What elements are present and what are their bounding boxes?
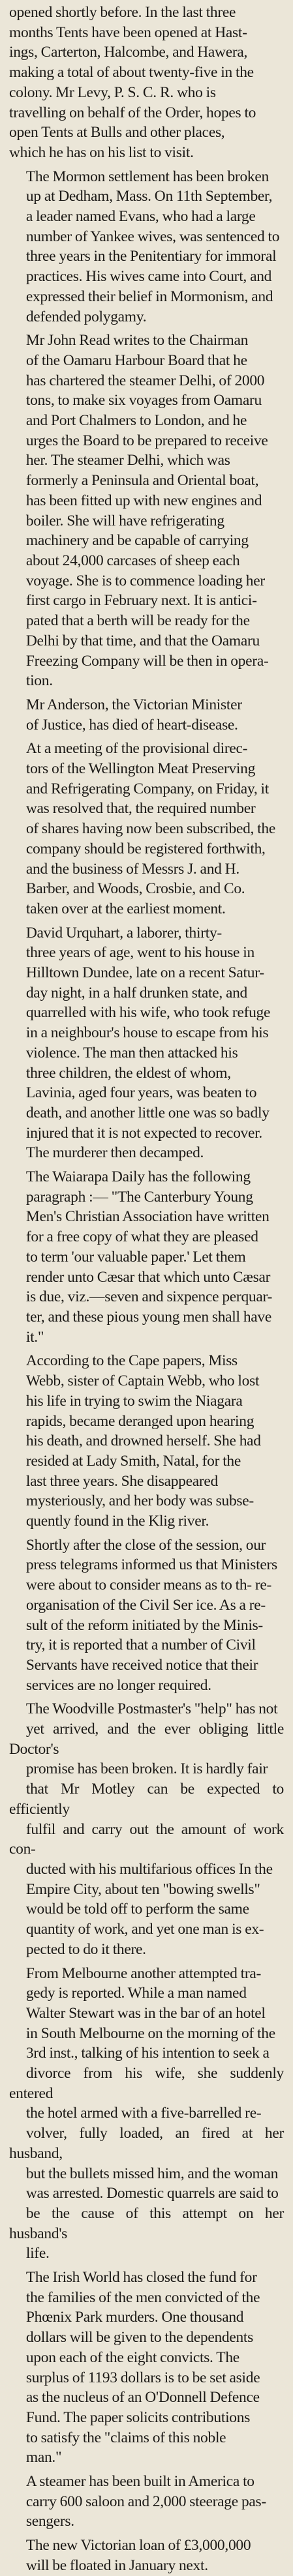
text-line: boiler. She will have refrigerating	[25, 512, 224, 529]
news-paragraph-p14	[9, 2536, 284, 2575]
text-line: injured that it is not expected to recover.	[25, 1124, 262, 1142]
text-line: to term 'our valuable paper.' Let them	[25, 1248, 246, 1266]
text-line: company should be registered forthwith,	[25, 840, 266, 857]
text-line: violence. The man then attacked his	[25, 1044, 238, 1061]
text-line: divorce from his wife, she suddenly entered	[9, 2065, 284, 2102]
text-line: tors of the Wellington Meat Preserving	[25, 760, 256, 778]
text-line: tons, to make six voyages from Oamaru	[25, 392, 262, 409]
text-line: rapids, became deranged upon hearing	[25, 1412, 254, 1430]
news-paragraph-p9	[9, 1535, 284, 1696]
text-line: Phœnix Park murders. One thousand	[25, 2309, 244, 2326]
text-line: about 24,000 carcases of sheep each	[25, 552, 240, 569]
text-line: sult of the reform initiated by the Minis-	[25, 1616, 263, 1634]
text-line: up at Dedham, Mass. On 11th September,	[25, 188, 273, 205]
text-line: At a meeting of the provisional direc-	[25, 740, 248, 758]
news-paragraph-p4	[9, 695, 284, 735]
text-line: The Irish World has closed the fund for	[25, 2269, 257, 2287]
text-line: for a free copy of what they are pleased	[25, 1228, 258, 1246]
text-line: formerly a Peninsula and Oriental boat,	[25, 472, 259, 490]
text-line: her. The steamer Delhi, which was	[25, 452, 230, 469]
text-line: yet arrived, and the ever obliging little Doctor's	[9, 1721, 284, 1758]
text-line: three years in the Penitentiary for immoral	[25, 248, 277, 265]
text-line: last three years. She disappeared	[25, 1472, 218, 1490]
text-line: organisation of the Civil Ser ice. As a re-	[25, 1596, 266, 1614]
text-line: quarrelled with his wife, who took refuge	[25, 1004, 271, 1022]
text-line: making a total of about twenty-five in the	[9, 64, 254, 81]
text-line: sengers.	[25, 2513, 74, 2530]
news-paragraph-p6	[9, 923, 284, 1163]
text-line: carry 600 saloon and 2,000 steerage pas-	[25, 2493, 266, 2510]
text-line: it."	[25, 1328, 44, 1346]
text-line: in a neighbour's house to escape from his	[25, 1024, 269, 1042]
text-line: his death, and drowned herself. She had	[25, 1432, 261, 1450]
text-line: of shares having now been subscribed, the	[25, 820, 275, 838]
text-line: The new Victorian loan of £3,000,000	[25, 2537, 251, 2554]
text-line: three children, the eldest of whom,	[25, 1064, 231, 1082]
text-line: pated that a berth will be ready for the	[25, 612, 250, 630]
text-line: taken over at the earliest moment.	[25, 900, 226, 917]
news-paragraph-p2	[9, 167, 284, 327]
text-line: urges the Board to be prepared to receive	[25, 432, 268, 449]
text-line: as the nucleus of an O'Donnell Defence	[25, 2389, 260, 2406]
text-line: Webb, sister of Captain Webb, who lost	[25, 1372, 260, 1390]
text-line: volver, fully loaded, an fired at her husband,	[9, 2125, 284, 2162]
text-line: was resolved that, the required number	[25, 800, 256, 818]
news-paragraph-p12	[9, 2268, 284, 2468]
text-line: paragraph :— "The Canterbury Young	[25, 1188, 253, 1206]
text-line: press telegrams informed us that Ministers	[25, 1556, 277, 1574]
text-line: number of Yankee wives, was sentenced to	[25, 228, 280, 245]
text-line: man."	[25, 2449, 62, 2466]
text-line: that Mr Motley can be expected to efficiently	[9, 1781, 284, 1818]
text-line: quently found in the Klig river.	[25, 1513, 209, 1530]
text-line: upon each of the eight convicts. The	[25, 2348, 239, 2366]
text-line: life.	[25, 2245, 50, 2262]
text-line: death, and another little one was so badly	[25, 1104, 270, 1121]
text-line: try, it is reported that a number of Civil	[25, 1636, 256, 1654]
text-line: practices. His wives came into Court, and	[25, 268, 272, 286]
text-line: the families of the men convicted of the	[25, 2288, 260, 2306]
text-line: mysteriously, and her body was subse-	[25, 1492, 254, 1510]
text-line: was arrested. Domestic quarrels are said to	[25, 2185, 279, 2202]
text-line: services are no longer required.	[25, 1676, 211, 1694]
text-line: The murderer then decamped.	[25, 1144, 204, 1162]
text-line: has chartered the steamer Delhi, of 2000	[25, 372, 265, 389]
text-line: quantity of work, and yet one man is ex-	[25, 1921, 264, 1938]
text-line: promise has been broken. It is hardly fair	[25, 1760, 268, 1778]
text-line: Men's Christian Association have written	[25, 1208, 270, 1226]
text-line: is due, viz.—seven and sixpence perquar-	[25, 1288, 273, 1306]
text-line: David Urquhart, a laborer, thirty-	[25, 924, 222, 941]
news-paragraph-p1	[9, 3, 284, 163]
text-line: tion.	[25, 672, 53, 690]
news-paragraph-p8	[9, 1351, 284, 1531]
text-line: ter, and these pious young men shall have	[25, 1309, 271, 1325]
text-line: Delhi by that time, and that the Oamaru	[25, 632, 260, 649]
text-line: fulfil and carry out the amount of work con-	[9, 1820, 284, 1858]
text-line: ings, Carterton, Halcombe, and Hawera,	[9, 44, 248, 61]
text-line: machinery and be capable of carrying	[25, 532, 249, 550]
text-line: to satisfy the "claims of this noble	[25, 2429, 226, 2446]
text-line: were about to consider means as to th- re-	[25, 1577, 272, 1594]
text-line: Fund. The paper solicits contributions	[25, 2408, 251, 2426]
news-paragraph-p3	[9, 331, 284, 691]
text-line: be the cause of this attempt on her husband's	[9, 2204, 284, 2242]
text-line: and the business of Messrs J. and H.	[25, 860, 239, 878]
text-line: Freezing Company will be then in opera-	[25, 652, 269, 670]
text-line: Servants have received notice that their	[25, 1656, 258, 1674]
text-line: will be floated in January next.	[25, 2556, 208, 2574]
news-paragraph-p11	[9, 1964, 284, 2264]
text-line: gedy is reported. While a man named	[25, 1985, 247, 2002]
text-line: and Port Chalmers to London, and he	[25, 412, 247, 430]
text-line: open Tents at Bulls and other places,	[9, 124, 225, 141]
text-line: render unto Cæsar that which unto Cæsar	[25, 1268, 271, 1286]
text-line: defended polygamy.	[25, 308, 147, 325]
text-line: of Justice, has died of heart-disease.	[25, 716, 238, 733]
text-line: Barber, and Woods, Crosbie, and Co.	[25, 880, 245, 898]
text-line: in South Melbourne on the morning of the	[25, 2024, 275, 2042]
text-line: which he has on his list to visit.	[9, 143, 194, 161]
news-paragraph-p5	[9, 739, 284, 919]
text-line: opened shortly before. In the last three	[9, 4, 236, 21]
text-line: A steamer has been built in America to	[25, 2473, 254, 2491]
news-paragraph-p10	[9, 1699, 284, 1959]
text-line: Hilltown Dundee, late on a recent Satur-	[25, 964, 264, 982]
text-line: dollars will be given to the dependents	[25, 2329, 254, 2347]
text-line: Mr John Read writes to the Chairman	[25, 332, 249, 349]
text-line: a leader named Evans, who had a large	[25, 208, 256, 226]
text-line: pected to do it there.	[25, 1940, 146, 1958]
text-line: surplus of 1193 dollars is to be set aside	[25, 2369, 260, 2386]
text-line: of the Oamaru Harbour Board that he	[25, 351, 247, 369]
text-line: but the bullets missed him, and the woman	[25, 2165, 279, 2182]
text-line: first cargo in February next. It is antici-	[25, 592, 257, 610]
text-line: has been fitted up with new engines and	[25, 492, 262, 509]
text-line: Mr Anderson, the Victorian Minister	[25, 696, 242, 713]
text-line: Shortly after the close of the session, our	[25, 1536, 266, 1554]
text-line: The Mormon settlement has been broken	[25, 168, 269, 185]
text-line: three years of age, went to his house in	[25, 944, 254, 962]
text-line: 3rd inst., talking of his intention to seek a	[25, 2045, 270, 2062]
news-paragraph-p13	[9, 2472, 284, 2532]
text-line: day night, in a half drunken state, and	[25, 984, 248, 1001]
text-line: According to the Cape papers, Miss	[25, 1352, 238, 1370]
text-line: The Woodville Postmaster's "help" has not	[25, 1700, 278, 1718]
text-line: colony. Mr Levy, P. S. C. R. who is	[9, 83, 216, 101]
news-paragraph-p7	[9, 1167, 284, 1347]
text-line: the hotel armed with a five-barrelled re-	[25, 2105, 262, 2122]
text-line: The Waiarapa Daily has the following	[25, 1168, 251, 1186]
text-line: his life in trying to swim the Niagara	[25, 1392, 243, 1410]
text-line: Lavinia, aged four years, was beaten to	[25, 1084, 257, 1102]
text-line: Empire City, about ten "bowing swells"	[25, 1880, 260, 1898]
text-line: and Refrigerating Company, on Friday, it	[25, 780, 269, 797]
text-line: From Melbourne another attempted tra-	[25, 1964, 262, 1982]
text-line: Walter Stewart was in the bar of an hotel	[25, 2004, 266, 2022]
text-line: travelling on behalf of the Order, hopes to	[9, 104, 256, 121]
text-line: ducted with his multifarious offices In the	[25, 1860, 273, 1878]
text-line: resided at Lady Smith, Natal, for the	[25, 1452, 241, 1470]
text-line: months Tents have been opened at Hast-	[9, 23, 247, 41]
text-line: expressed their belief in Mormonism, and	[25, 288, 273, 305]
text-line: would be told off to perform the same	[25, 1901, 249, 1918]
text-line: voyage. She is to commence loading her	[25, 572, 265, 589]
